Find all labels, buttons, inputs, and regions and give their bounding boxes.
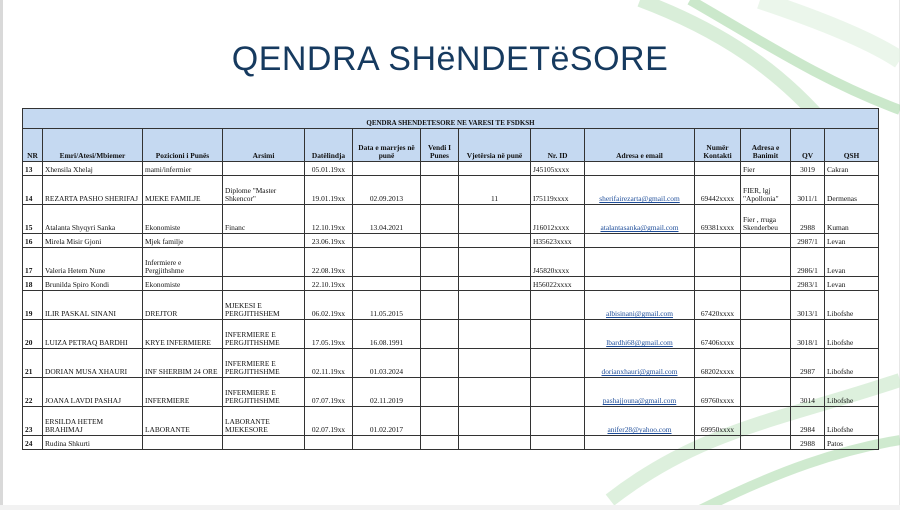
cell-kontakt [695, 436, 741, 450]
cell-datelindja: 02.07.19xx [305, 407, 353, 436]
cell-pozicioni: LABORANTE [143, 407, 223, 436]
cell-qsh: Libofshe [825, 349, 879, 378]
cell-datelindja: 17.05.19xx [305, 320, 353, 349]
cell-qv: 2987 [791, 349, 825, 378]
cell-vjetersia [459, 277, 531, 291]
cell-kontakt: 67420xxxx [695, 291, 741, 320]
cell-vjetersia [459, 234, 531, 248]
cell-adresa [741, 291, 791, 320]
cell-pozicioni: Infermiere e Pergjithshme [143, 248, 223, 277]
cell-data-pune: 01.02.2017 [353, 407, 421, 436]
cell-id [531, 349, 585, 378]
cell-id: J45820xxxx [531, 248, 585, 277]
table-row [23, 248, 879, 277]
cell-id: H56022xxxx [531, 277, 585, 291]
cell-vendi [421, 277, 459, 291]
cell-qv: 3011/1 [791, 176, 825, 205]
cell-qsh: Libofshe [825, 407, 879, 436]
cell-pozicioni: INFERMIERE [143, 378, 223, 407]
column-header: Vendi I Punes [421, 129, 459, 162]
cell-email[interactable]: anifer28@yahoo.com [585, 407, 695, 436]
cell-nr: 22 [23, 378, 43, 407]
cell-datelindja: 05.01.19xx [305, 162, 353, 176]
cell-emri: LUIZA PETRAQ BARDHI [43, 320, 143, 349]
cell-kontakt: 69950xxxx [695, 407, 741, 436]
cell-email [585, 234, 695, 248]
cell-vendi [421, 248, 459, 277]
cell-emri: DORIAN MUSA XHAURI [43, 349, 143, 378]
cell-datelindja: 23.06.19xx [305, 234, 353, 248]
cell-pozicioni: Ekonomiste [143, 205, 223, 234]
cell-pozicioni: KRYE INFERMIERE [143, 320, 223, 349]
cell-kontakt: 69381xxxx [695, 205, 741, 234]
cell-vendi [421, 291, 459, 320]
cell-datelindja: 07.07.19xx [305, 378, 353, 407]
cell-datelindja: 02.11.19xx [305, 349, 353, 378]
cell-nr: 24 [23, 436, 43, 450]
column-header: Adresa e email [585, 129, 695, 162]
cell-qsh: Levan [825, 234, 879, 248]
cell-qv: 3018/1 [791, 320, 825, 349]
table-row [23, 205, 879, 234]
table-row [23, 436, 879, 450]
cell-arsimi [223, 436, 305, 450]
cell-data-pune [353, 162, 421, 176]
cell-qsh: Libofshe [825, 320, 879, 349]
cell-vjetersia [459, 248, 531, 277]
cell-adresa [741, 378, 791, 407]
cell-vendi [421, 320, 459, 349]
cell-adresa [741, 277, 791, 291]
cell-pozicioni: mami/infermier [143, 162, 223, 176]
cell-vjetersia: 11 [459, 176, 531, 205]
cell-email [585, 248, 695, 277]
cell-id [531, 378, 585, 407]
cell-datelindja: 22.10.19xx [305, 277, 353, 291]
cell-adresa [741, 436, 791, 450]
column-header: Nr. ID [531, 129, 585, 162]
cell-kontakt: 69760xxxx [695, 378, 741, 407]
cell-data-pune: 13.04.2021 [353, 205, 421, 234]
cell-emri: Rudina Shkurti [43, 436, 143, 450]
cell-arsimi: INFERMIERE E PERGJITHSHME [223, 378, 305, 407]
table-header-row [23, 129, 879, 162]
cell-adresa [741, 248, 791, 277]
column-header: NR [23, 129, 43, 162]
staff-table [22, 108, 879, 450]
cell-qv: 2986/1 [791, 248, 825, 277]
cell-datelindja: 22.08.19xx [305, 248, 353, 277]
cell-pozicioni: Ekonomiste [143, 277, 223, 291]
cell-emri: ILIR PASKAL SINANI [43, 291, 143, 320]
cell-id: H35623xxxx [531, 234, 585, 248]
cell-qv: 3013/1 [791, 291, 825, 320]
cell-id [531, 291, 585, 320]
cell-qv: 2983/1 [791, 277, 825, 291]
cell-kontakt [695, 248, 741, 277]
cell-qsh: Levan [825, 277, 879, 291]
cell-qsh: Levan [825, 248, 879, 277]
cell-nr: 16 [23, 234, 43, 248]
cell-email[interactable]: lbardhi68@gmail.com [585, 320, 695, 349]
cell-vendi [421, 378, 459, 407]
cell-qv: 2988 [791, 436, 825, 450]
cell-qsh: Cakran [825, 162, 879, 176]
cell-adresa [741, 349, 791, 378]
cell-emri: JOANA LAVDI PASHAJ [43, 378, 143, 407]
cell-id [531, 407, 585, 436]
table-body [23, 162, 879, 450]
cell-qv: 3019 [791, 162, 825, 176]
cell-arsimi [223, 277, 305, 291]
cell-data-pune: 02.11.2019 [353, 378, 421, 407]
cell-emri: Valeria Hetem Nune [43, 248, 143, 277]
cell-adresa [741, 407, 791, 436]
cell-email[interactable]: sherifairezarta@gmail.com [585, 176, 695, 205]
cell-id: I75119xxxx [531, 176, 585, 205]
cell-vendi [421, 162, 459, 176]
table-row [23, 320, 879, 349]
cell-data-pune [353, 234, 421, 248]
cell-pozicioni: INF SHERBIM 24 ORE [143, 349, 223, 378]
cell-adresa: Fier , rruga Skenderbeu [741, 205, 791, 234]
cell-adresa: Fier [741, 162, 791, 176]
cell-datelindja: 19.01.19xx [305, 176, 353, 205]
cell-kontakt: 69442xxxx [695, 176, 741, 205]
cell-data-pune: 02.09.2013 [353, 176, 421, 205]
cell-id: J45105xxxx [531, 162, 585, 176]
cell-arsimi: INFERMIERE E PERGJITHSHME [223, 349, 305, 378]
cell-vjetersia [459, 291, 531, 320]
cell-qv: 2984 [791, 407, 825, 436]
cell-vendi [421, 407, 459, 436]
cell-pozicioni: DREJTOR [143, 291, 223, 320]
column-header: Vjetërsia në punë [459, 129, 531, 162]
cell-datelindja: 12.10.19xx [305, 205, 353, 234]
cell-nr: 17 [23, 248, 43, 277]
cell-kontakt [695, 162, 741, 176]
column-header: QSH [825, 129, 879, 162]
cell-adresa: FIER, lgj "Apollonia" [741, 176, 791, 205]
cell-vjetersia [459, 349, 531, 378]
table-row [23, 162, 879, 176]
column-header: Emri/Atesi/Mbiemer [43, 129, 143, 162]
cell-qv: 2987/1 [791, 234, 825, 248]
column-header: Numër Kontakti [695, 129, 741, 162]
cell-vjetersia [459, 162, 531, 176]
table-caption: QENDRA SHENDETESORE NE VARESI TE FSDKSH [23, 109, 879, 129]
table-row [23, 176, 879, 205]
cell-data-pune [353, 277, 421, 291]
cell-email [585, 162, 695, 176]
column-header: Adresa e Banimit [741, 129, 791, 162]
cell-id [531, 320, 585, 349]
cell-kontakt: 68202xxxx [695, 349, 741, 378]
cell-arsimi [223, 234, 305, 248]
page-title: QENDRA SHëNDETëSORE [231, 40, 669, 78]
table-row [23, 277, 879, 291]
cell-email[interactable]: albisinani@gmail.com [585, 291, 695, 320]
cell-arsimi: MJEKESI E PERGJITHSHEM [223, 291, 305, 320]
cell-arsimi [223, 162, 305, 176]
cell-adresa [741, 234, 791, 248]
cell-datelindja: 06.02.19xx [305, 291, 353, 320]
cell-emri: Mirela Misir Gjoni [43, 234, 143, 248]
cell-qv: 2988 [791, 205, 825, 234]
cell-qsh: Dermenas [825, 176, 879, 205]
cell-nr: 18 [23, 277, 43, 291]
cell-vendi [421, 176, 459, 205]
cell-data-pune [353, 436, 421, 450]
table-row [23, 407, 879, 436]
cell-email[interactable]: dorianxhauri@gmail.com [585, 349, 695, 378]
cell-arsimi: Financ [223, 205, 305, 234]
cell-nr: 20 [23, 320, 43, 349]
cell-emri: Brunilda Spiro Kondi [43, 277, 143, 291]
cell-id [531, 436, 585, 450]
cell-adresa [741, 320, 791, 349]
column-header: Datëlindja [305, 129, 353, 162]
cell-emri: Xhensila Xhelaj [43, 162, 143, 176]
cell-id: J16012xxxx [531, 205, 585, 234]
cell-arsimi: Diplome "Master Shkencor" [223, 176, 305, 205]
cell-nr: 21 [23, 349, 43, 378]
cell-email[interactable]: atalantasanka@gmail.com [585, 205, 695, 234]
cell-kontakt [695, 234, 741, 248]
column-header: QV [791, 129, 825, 162]
cell-arsimi: INFERMIERE E PERGJITHSHME [223, 320, 305, 349]
cell-kontakt [695, 277, 741, 291]
cell-nr: 15 [23, 205, 43, 234]
table-row [23, 234, 879, 248]
column-header: Arsimi [223, 129, 305, 162]
cell-nr: 23 [23, 407, 43, 436]
cell-vendi [421, 436, 459, 450]
cell-arsimi: LABORANTE MJEKESORE [223, 407, 305, 436]
cell-pozicioni: MJEKE FAMILJE [143, 176, 223, 205]
cell-pozicioni: Mjek familje [143, 234, 223, 248]
cell-qsh: Libofshe [825, 291, 879, 320]
cell-vendi [421, 205, 459, 234]
table-row [23, 291, 879, 320]
cell-email [585, 277, 695, 291]
cell-kontakt: 67406xxxx [695, 320, 741, 349]
table-row [23, 378, 879, 407]
cell-pozicioni [143, 436, 223, 450]
cell-vendi [421, 234, 459, 248]
column-header: Pozicioni i Punës [143, 129, 223, 162]
cell-emri: Atalanta Shyqyri Sanka [43, 205, 143, 234]
table-row [23, 349, 879, 378]
cell-nr: 19 [23, 291, 43, 320]
cell-data-pune: 16.08.1991 [353, 320, 421, 349]
bottom-scroll-strip [0, 505, 900, 510]
cell-qsh: Patos [825, 436, 879, 450]
cell-data-pune [353, 248, 421, 277]
cell-qsh: Libofshe [825, 378, 879, 407]
cell-qsh: Kuman [825, 205, 879, 234]
cell-email[interactable]: pashajjouna@gmail.com [585, 378, 695, 407]
cell-nr: 14 [23, 176, 43, 205]
cell-vjetersia [459, 407, 531, 436]
cell-vjetersia [459, 378, 531, 407]
cell-vjetersia [459, 436, 531, 450]
cell-emri: REZARTA PASHO SHERIFAJ [43, 176, 143, 205]
cell-data-pune: 01.03.2024 [353, 349, 421, 378]
column-header: Data e marrjes në punë [353, 129, 421, 162]
cell-qv: 3014 [791, 378, 825, 407]
cell-nr: 13 [23, 162, 43, 176]
cell-arsimi [223, 248, 305, 277]
cell-vjetersia [459, 320, 531, 349]
cell-vendi [421, 349, 459, 378]
cell-datelindja [305, 436, 353, 450]
cell-vjetersia [459, 205, 531, 234]
cell-data-pune: 11.05.2015 [353, 291, 421, 320]
cell-email [585, 436, 695, 450]
cell-emri: ERSILDA HETEM BRAHIMAJ [43, 407, 143, 436]
